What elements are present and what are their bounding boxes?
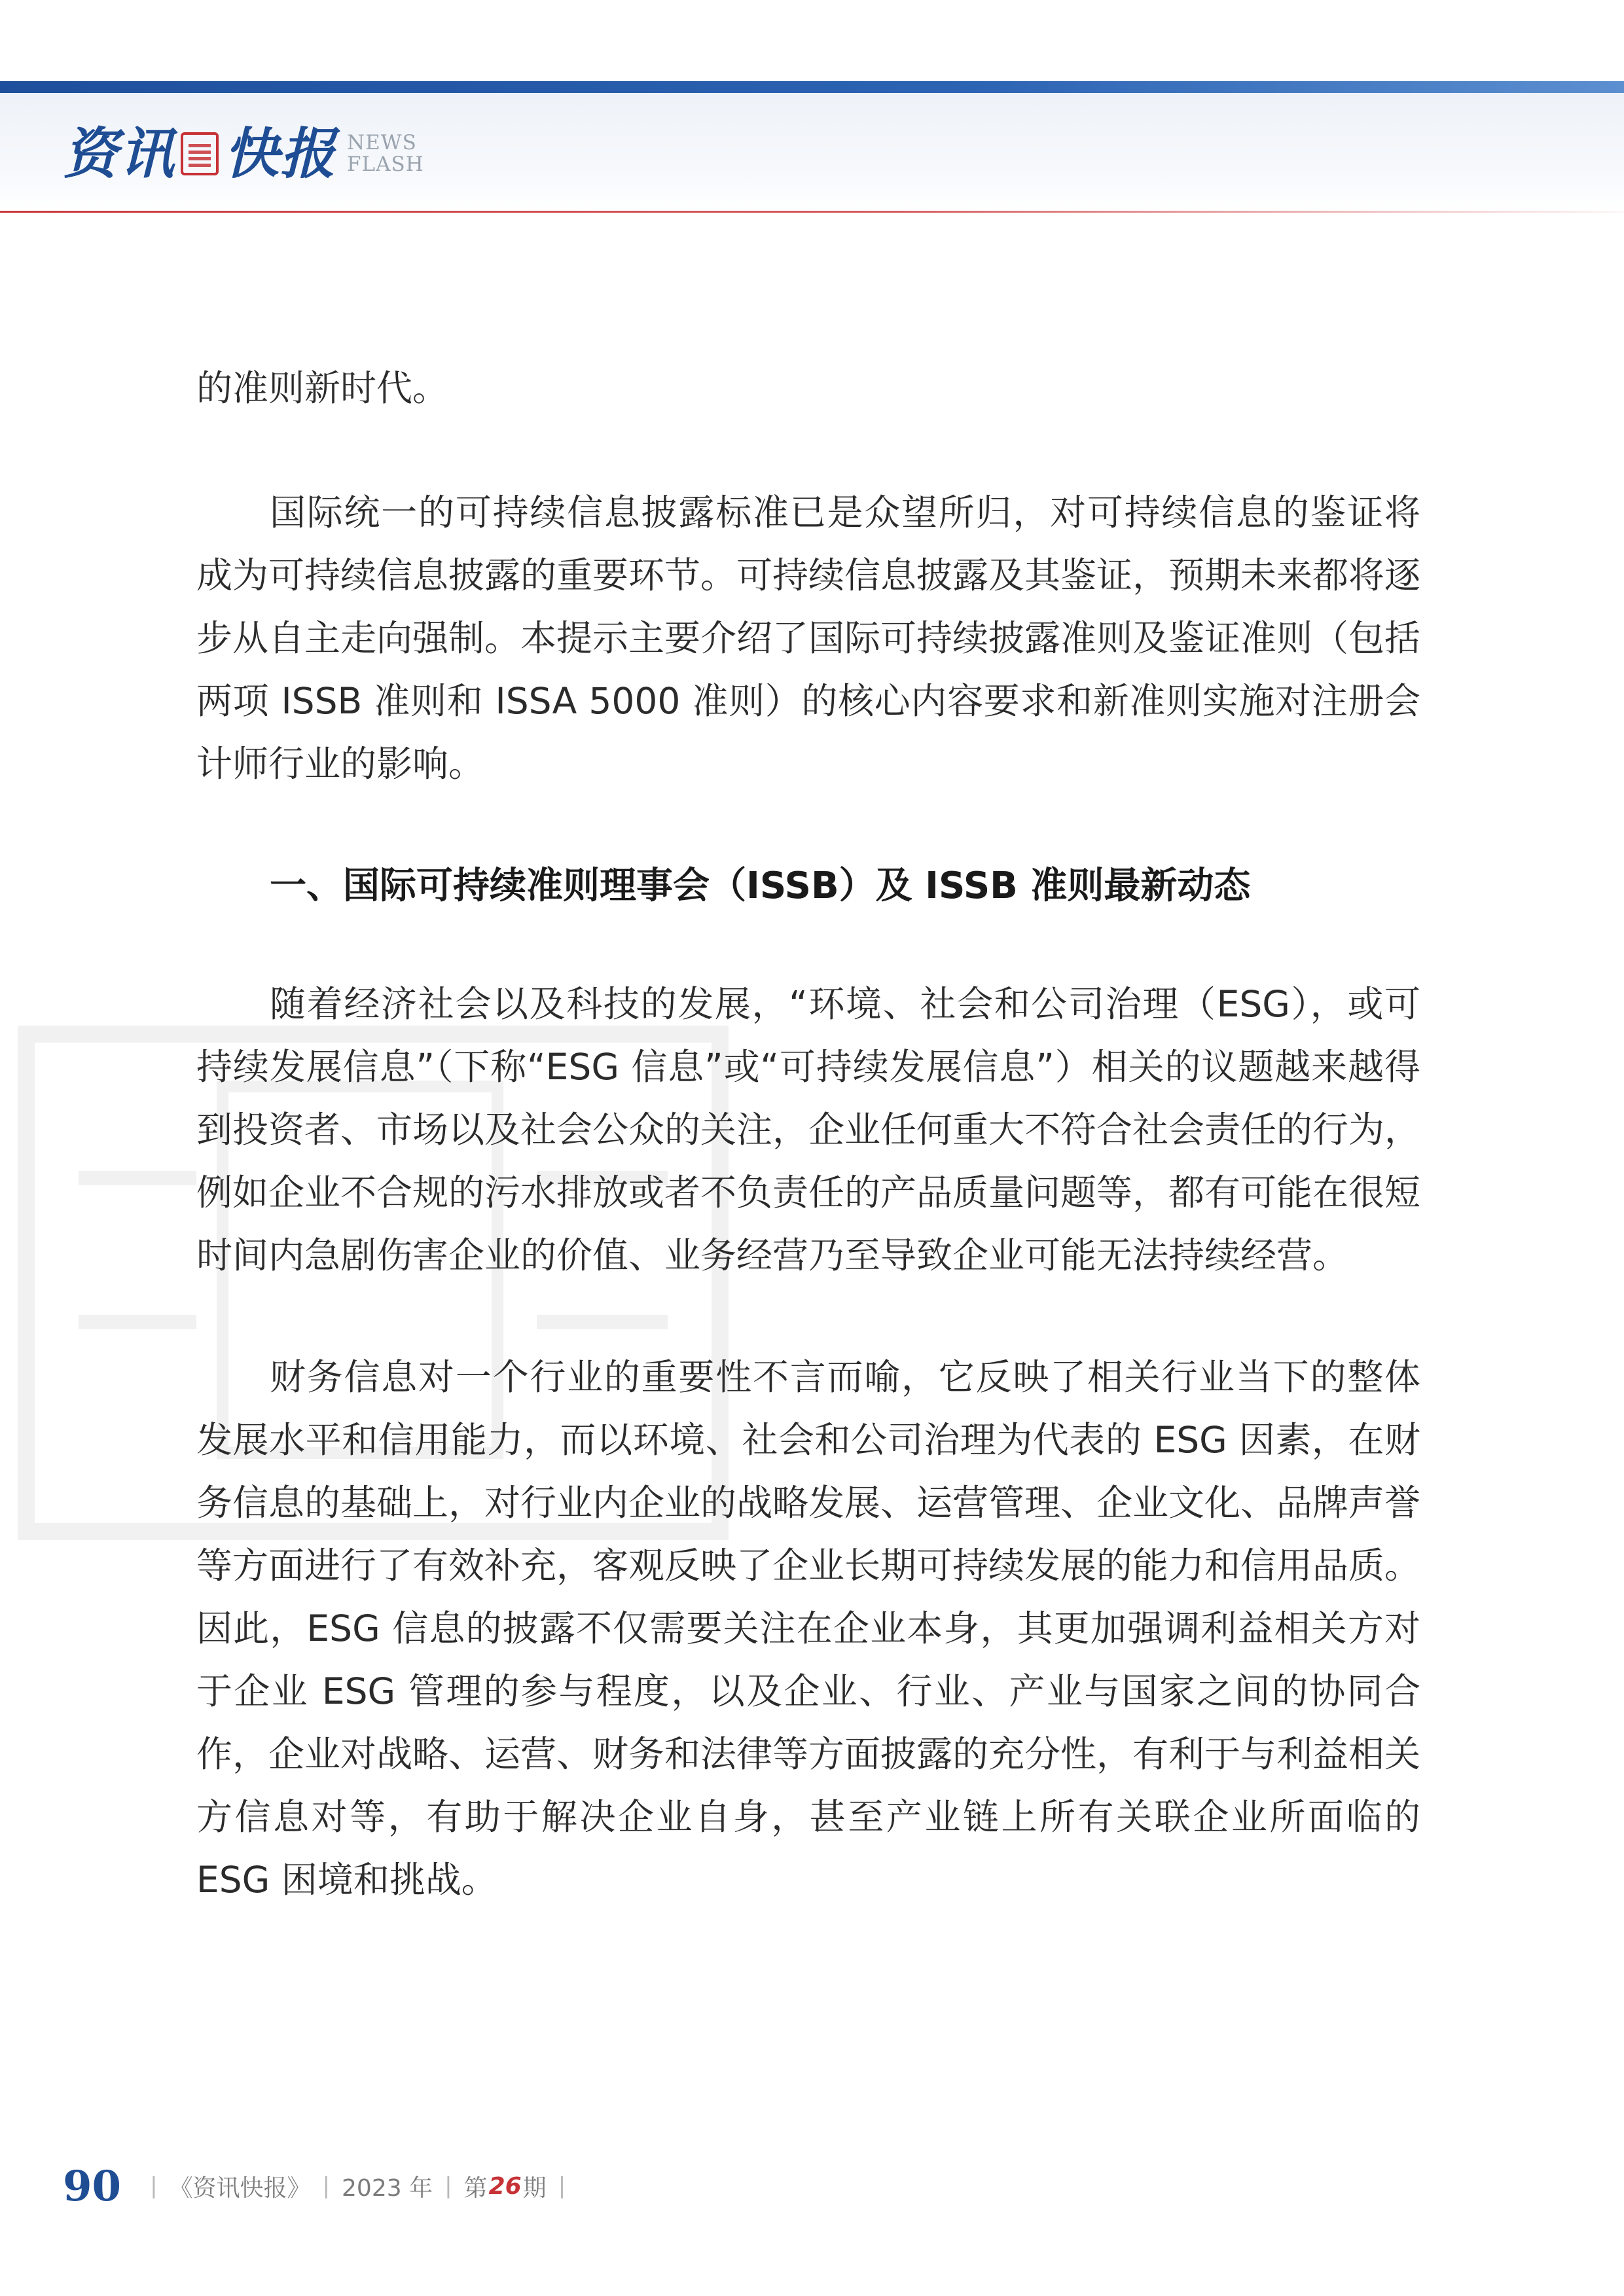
section-heading: 一、国际可持续准则理事会（ISSB）及 ISSB 准则最新动态 (270, 865, 1251, 907)
masthead-logo (63, 118, 424, 190)
issue-prefix: 第 (463, 2174, 488, 2202)
publication-name: 《资讯快报》 (169, 2174, 311, 2202)
paragraph-esg-background: 随着经济社会以及科技的发展，“环境、社会和公司治理（ESG），或可持续发展信息”（下称“ESG 信息”或“可持续发展信息”）相关的议题越来越得到投资者、市场以及社会公众的关注，企业任何重大不符合社会责任的行为，例如企业不合规的污水排放或者不负责任的产品质量问题等，都有可能在很短时间内急剧伤害企业的价值、业务经营乃至导致企业可能无法持续经营。 (196, 983, 1421, 1276)
issue-suffix: 期 (522, 2174, 547, 2202)
footer-separator: | (444, 2173, 452, 2199)
header-top-bar (0, 81, 1624, 93)
page-footer (63, 2160, 577, 2212)
logo-text-part1: 资讯 (63, 121, 176, 186)
page-number: 90 (63, 2161, 122, 2211)
news-flash-label (347, 132, 424, 175)
news-flash-line2: FLASH (347, 152, 424, 176)
header-divider (0, 211, 1624, 213)
paragraph-financial-info: 财务信息对一个行业的重要性不言而喻，它反映了相关行业当下的整体发展水平和信用能力，而以环境、社会和公司治理为代表的 ESG 因素，在财务信息的基础上，对行业内企业的战略发展、运营管理、企业文化、品牌声誉等方面进行了有效补充，客观反映了企业长期可持续发展的能力和信用品质。因此，ESG 信息的披露不仅需要关注在企业本身，其更加强调利益相关方对于企业 ESG 管理的参与程度，以及企业、行业、产业与国家之间的协同合作，企业对战略、运营、财务和法律等方面披露的充分性，有利于与利益相关方信息对等，有助于解决企业自身，甚至产业链上所有关联企业所面临的 ESG 困境和挑战。 (196, 1356, 1421, 1901)
article-body (196, 357, 1420, 1911)
seal-stamp-icon (181, 132, 219, 175)
footer-separator: | (150, 2173, 158, 2199)
paragraph-intro: 国际统一的可持续信息披露标准已是众望所归，对可持续信息的鉴证将成为可持续信息披露的重要环节。可持续信息披露及其鉴证，预期未来都将逐步从自主走向强制。本提示主要介绍了国际可持续披露准则及鉴证准则（包括两项 ISSB 准则和 ISSA 5000 准则）的核心内容要求和新准则实施对注册会计师行业的影响。 (196, 492, 1421, 785)
news-flash-line1: NEWS (347, 131, 417, 155)
footer-separator: | (558, 2173, 566, 2199)
paragraph-continuation: 的准则新时代。 (196, 367, 449, 409)
publication-year: 2023 年 (342, 2174, 433, 2202)
logo-text-part2: 快报 (224, 121, 337, 186)
issue-number: 26 (488, 2172, 522, 2200)
footer-separator: | (322, 2173, 331, 2199)
